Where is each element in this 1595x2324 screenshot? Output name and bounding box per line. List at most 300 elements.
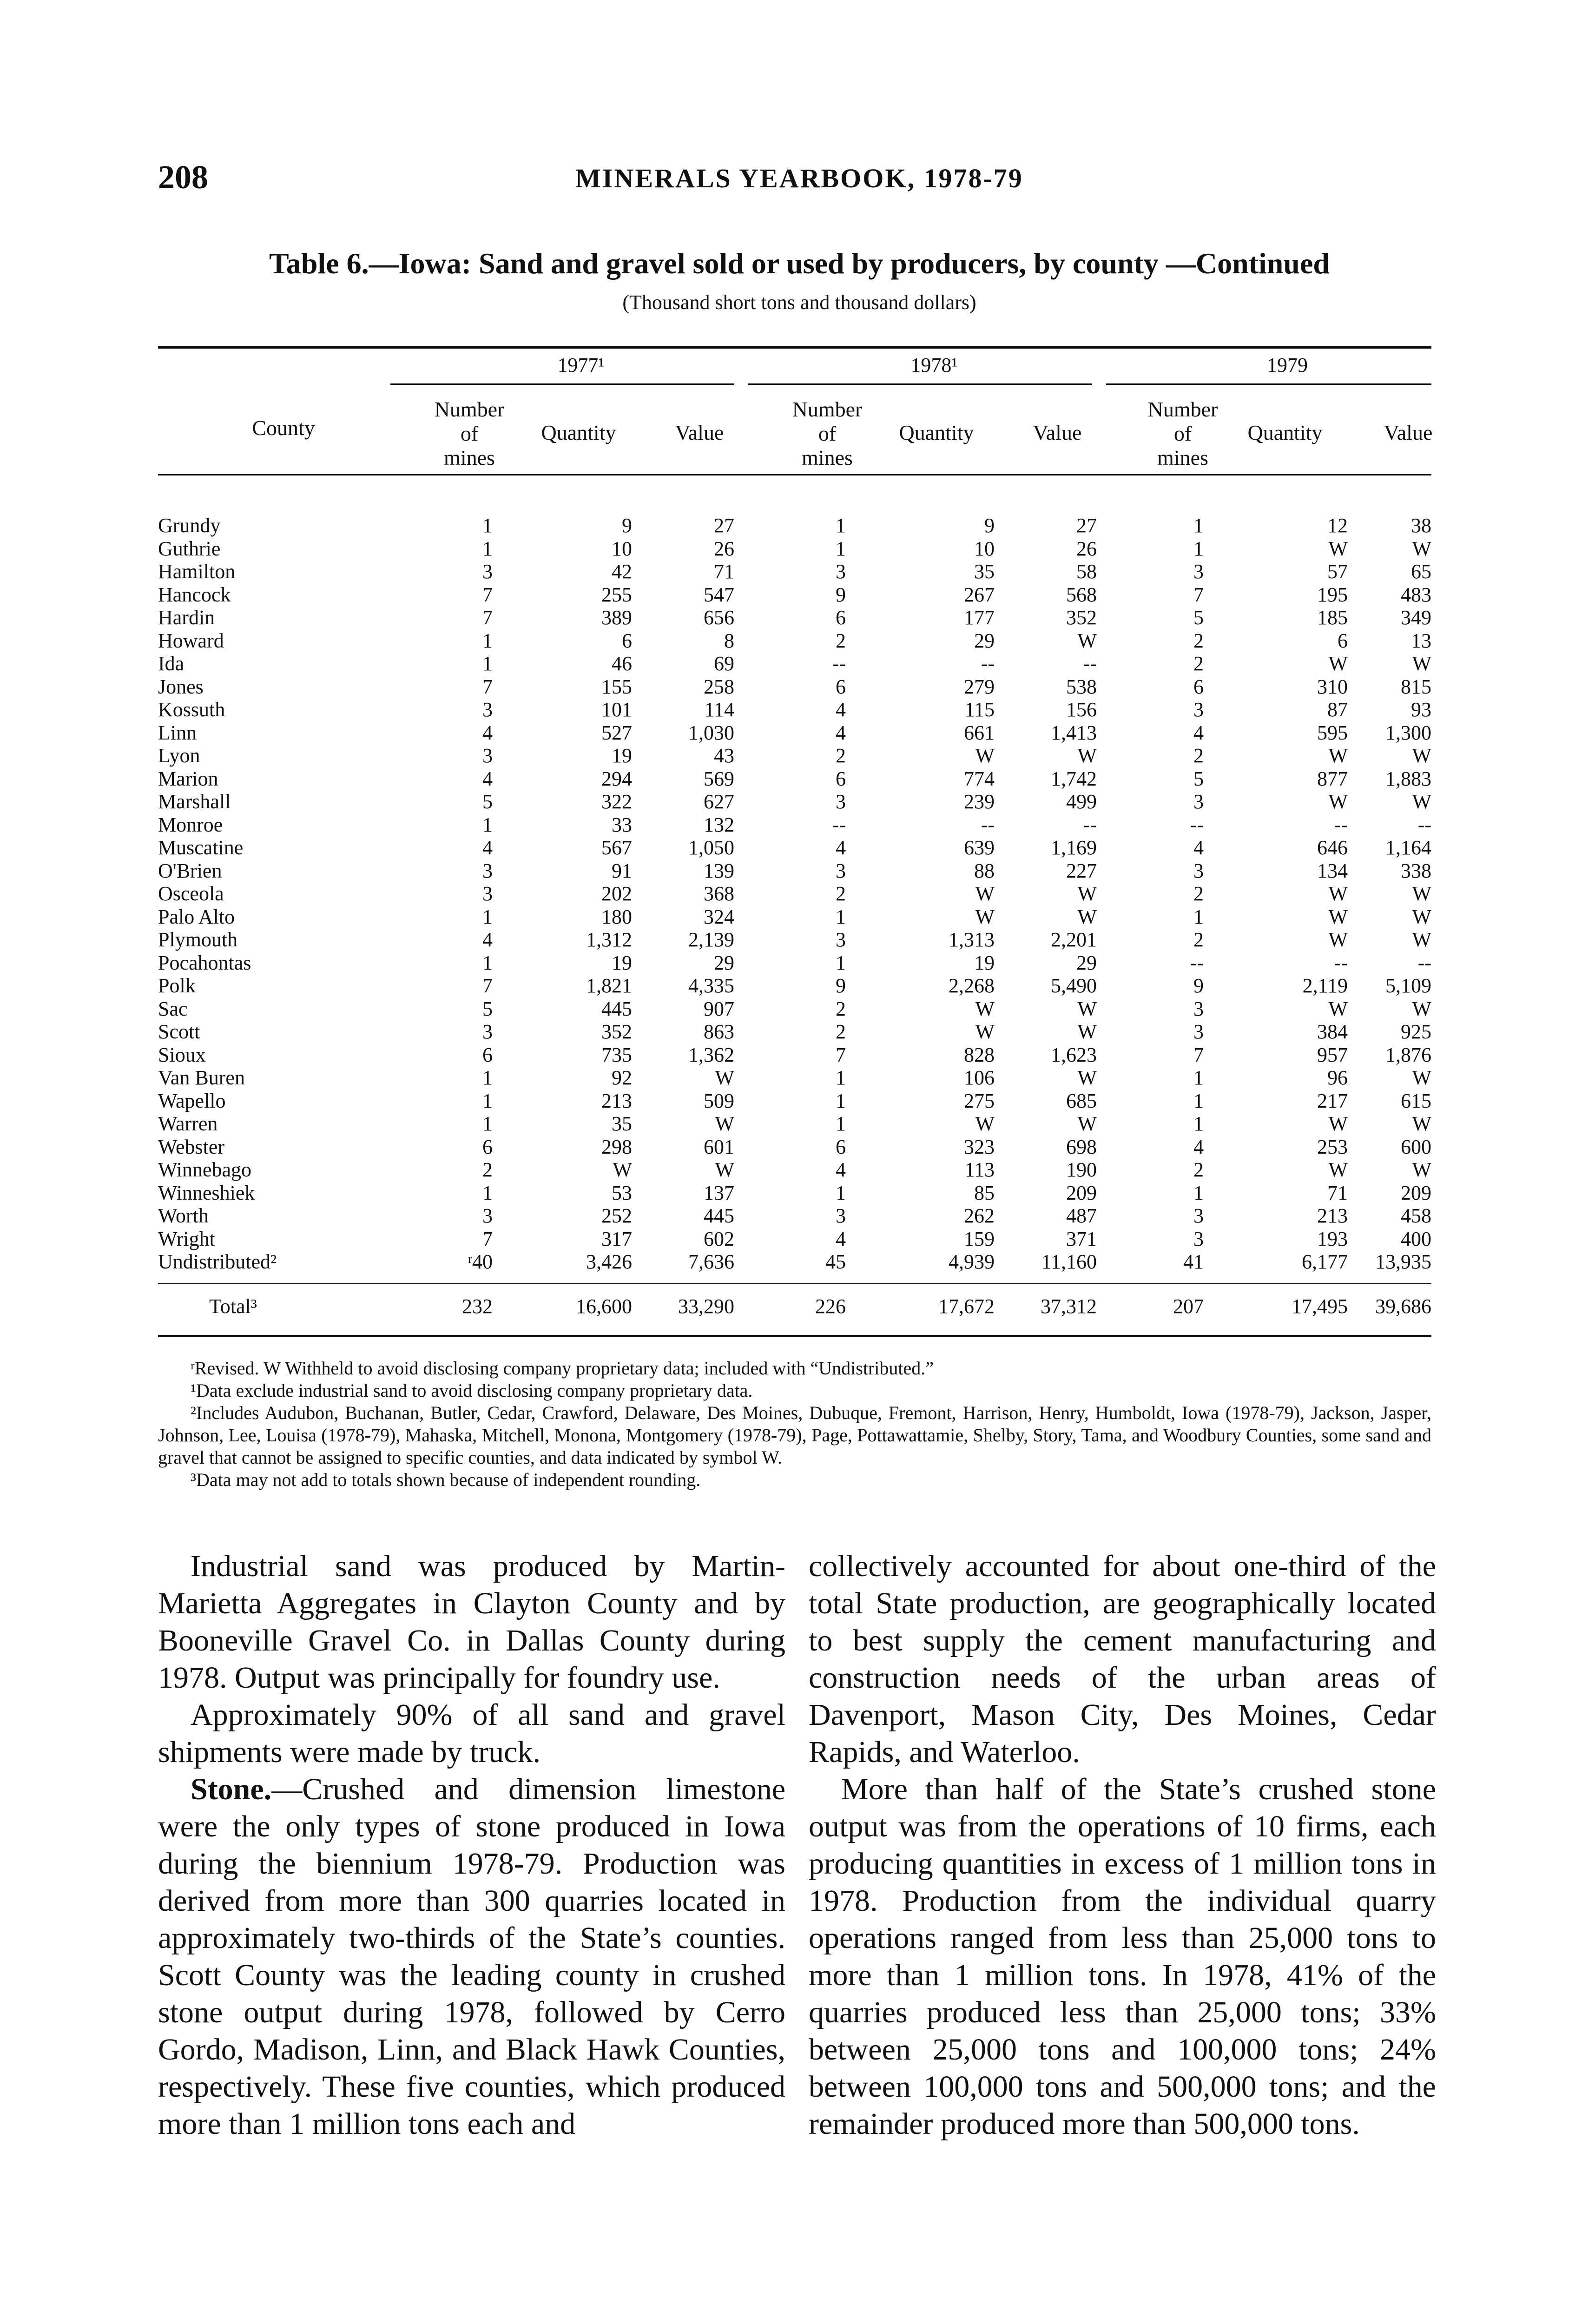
value-cell: 907 [704, 997, 734, 1020]
table-row [158, 905, 1431, 928]
mines-cell: 2 [1193, 629, 1204, 652]
value-cell: -- [1083, 813, 1097, 836]
quantity-cell: 46 [612, 652, 632, 675]
value-cell: W [1077, 997, 1097, 1020]
mines-cell: 3 [836, 790, 846, 813]
quantity-cell: 19 [612, 744, 632, 767]
value-cell: 487 [1066, 1204, 1097, 1227]
value-cell: 2,201 [1051, 928, 1097, 951]
quantity-cell: 646 [1317, 836, 1348, 859]
county-name: Linn [158, 721, 197, 744]
quantity-cell: W [1328, 997, 1348, 1020]
mines-cell: 7 [836, 1043, 846, 1066]
quantity-cell: 2,268 [949, 974, 995, 997]
footnotes [158, 1357, 1431, 1491]
county-name: Osceola [158, 882, 224, 905]
value-cell: 132 [704, 813, 734, 836]
county-name: Palo Alto [158, 905, 235, 928]
quantity-cell: 19 [974, 951, 995, 974]
quantity-cell: -- [981, 813, 995, 836]
value-cell: 863 [704, 1020, 734, 1043]
quantity-cell: 177 [964, 606, 995, 629]
mines-cell: 4 [1193, 1135, 1204, 1158]
table-row [158, 1250, 1431, 1273]
mines-cell: -- [832, 652, 846, 675]
county-name: Total³ [209, 1295, 257, 1318]
county-name: Polk [158, 974, 196, 997]
paragraph-truck-shipments: Approximately 90% of all sand and gravel shipments were made by truck. [158, 1698, 785, 1769]
value-cell: W [1077, 1020, 1097, 1043]
table-row [158, 514, 1431, 537]
value-cell: 13,935 [1375, 1250, 1431, 1273]
quantity-cell: 6,177 [1302, 1250, 1348, 1273]
mines-cell: -- [1190, 951, 1204, 974]
county-name: Grundy [158, 514, 221, 537]
value-cell: 698 [1066, 1135, 1097, 1158]
county-name: Wright [158, 1227, 215, 1250]
mines-cell: 5 [1193, 767, 1204, 790]
mines-cell: 6 [1193, 675, 1204, 698]
quantity-cell: W [1328, 790, 1348, 813]
quantity-cell: W [975, 1112, 995, 1135]
mines-cell: 1 [836, 1181, 846, 1204]
mines-cell: 3 [1193, 560, 1204, 583]
quantity-cell: 239 [964, 790, 995, 813]
table-row [158, 744, 1431, 767]
quantity-cell: 957 [1317, 1043, 1348, 1066]
mines-cell: 6 [836, 606, 846, 629]
quantity-cell: 262 [964, 1204, 995, 1227]
table-top-rule [158, 346, 1431, 349]
value-cell: 26 [714, 537, 734, 560]
value-column-header: Value [1033, 421, 1082, 444]
mines-cell: 6 [836, 675, 846, 698]
table-row [158, 537, 1431, 560]
value-cell: W [1077, 905, 1097, 928]
quantity-cell: 639 [964, 836, 995, 859]
value-cell: W [1412, 1158, 1431, 1181]
footnote-3: ³Data may not add to totals shown because of independent rounding. [191, 1469, 701, 1490]
quantity-cell: 322 [601, 790, 632, 813]
paragraph-continued: collectively accounted for about one-third of the total State production, are geographically located to best supply the cement manufacturing and construction needs of the urban areas of Davenport, Mason City, Des Moines, Cedar Rapids, and Waterloo. [809, 1549, 1436, 1769]
value-cell: 13 [1411, 629, 1431, 652]
mines-cell: -- [832, 813, 846, 836]
value-cell: 685 [1066, 1089, 1097, 1112]
quantity-cell: 877 [1317, 767, 1348, 790]
quantity-cell: W [975, 905, 995, 928]
quantity-cell: 193 [1317, 1227, 1348, 1250]
quantity-cell: 17,495 [1292, 1295, 1348, 1318]
county-name: Hancock [158, 583, 231, 606]
table-row [158, 1181, 1431, 1204]
year-rule-1977 [390, 383, 734, 385]
mines-cell: 7 [482, 583, 493, 606]
year-label-1978: 1978¹ [910, 354, 958, 376]
mines-cell: 7 [482, 675, 493, 698]
county-name: Winnebago [158, 1158, 252, 1181]
mines-cell: 1 [482, 905, 493, 928]
mines-cell: 1 [482, 1089, 493, 1112]
value-cell: 925 [1401, 1020, 1431, 1043]
county-name: O'Brien [158, 859, 222, 882]
mines-cell: 4 [836, 1158, 846, 1181]
value-cell: 5,490 [1051, 974, 1097, 997]
mines-cell: 5 [482, 997, 493, 1020]
mines-cell: 3 [1193, 859, 1204, 882]
table-row [158, 767, 1431, 790]
quantity-cell: -- [1334, 951, 1348, 974]
mines-cell: 2 [836, 997, 846, 1020]
mines-cell: 4 [482, 721, 493, 744]
value-cell: -- [1417, 813, 1431, 836]
value-cell: 1,050 [688, 836, 734, 859]
mines-cell: 7 [482, 606, 493, 629]
county-name: Ida [158, 652, 185, 675]
quantity-cell: 9 [984, 514, 995, 537]
quantity-cell: 159 [964, 1227, 995, 1250]
mines-cell: 1 [482, 1066, 493, 1089]
value-cell: 114 [704, 698, 734, 721]
mines-column-header: Number of mines [792, 397, 863, 469]
quantity-cell: 17,672 [938, 1295, 995, 1318]
table-row [158, 836, 1431, 859]
table-subtitle: (Thousand short tons and thousand dollars) [622, 291, 976, 314]
table-row [158, 1066, 1431, 1089]
mines-cell: 1 [1193, 905, 1204, 928]
value-cell: 1,300 [1385, 721, 1431, 744]
table-row [158, 997, 1431, 1020]
value-cell: 65 [1411, 560, 1431, 583]
quantity-cell: 9 [622, 514, 632, 537]
table-row [158, 1020, 1431, 1043]
quantity-cell: 294 [601, 767, 632, 790]
table-row [158, 721, 1431, 744]
quantity-cell: 1,312 [586, 928, 632, 951]
county-name: Warren [158, 1112, 218, 1135]
mines-cell: 9 [836, 974, 846, 997]
value-cell: 69 [714, 652, 734, 675]
mines-cell: 2 [1193, 1158, 1204, 1181]
table-row [158, 1227, 1431, 1250]
quantity-cell: 106 [964, 1066, 995, 1089]
quantity-cell: 4,939 [949, 1250, 995, 1273]
value-cell: 815 [1401, 675, 1431, 698]
value-cell: 615 [1401, 1089, 1431, 1112]
value-cell: 39,686 [1375, 1295, 1431, 1318]
county-name: Van Buren [158, 1066, 245, 1089]
mines-cell: 3 [836, 928, 846, 951]
table-row [158, 675, 1431, 698]
quantity-cell: 134 [1317, 859, 1348, 882]
value-cell: 43 [714, 744, 734, 767]
county-name: Sioux [158, 1043, 206, 1066]
value-cell: 1,030 [688, 721, 734, 744]
value-cell: 601 [704, 1135, 734, 1158]
mines-cell: 3 [1193, 1204, 1204, 1227]
mines-cell: 1 [836, 951, 846, 974]
quantity-cell: 71 [1327, 1181, 1348, 1204]
mines-cell: 1 [1193, 1112, 1204, 1135]
value-cell: 26 [1076, 537, 1097, 560]
value-cell: 1,876 [1385, 1043, 1431, 1066]
quantity-cell: 774 [964, 767, 995, 790]
table-row [158, 1043, 1431, 1066]
county-name: Hamilton [158, 560, 236, 583]
value-cell: -- [1417, 951, 1431, 974]
value-cell: W [1077, 629, 1097, 652]
mines-cell: 1 [482, 1181, 493, 1204]
county-name: Winneshiek [158, 1181, 255, 1204]
table-row [158, 583, 1431, 606]
stone-text: —Crushed and dimension limestone were the only types of stone produced in Iowa during the biennium 1978-79. Production was derived from more than 300 quarries located in approximately two-thirds of the State’s counties. Scott County was the leading county in crushed stone output during 1978, followed by Cerro Gordo, Madison, Linn, and Black Hawk Counties, respectively. These five counties, which produced more than 1 million tons each and [158, 1772, 785, 2141]
value-cell: 11,160 [1041, 1250, 1097, 1273]
quantity-cell: 279 [964, 675, 995, 698]
quantity-cell: 12 [1327, 514, 1348, 537]
value-cell: 600 [1401, 1135, 1431, 1158]
county-name: Guthrie [158, 537, 221, 560]
value-cell: 58 [1076, 560, 1097, 583]
county-name: Webster [158, 1135, 225, 1158]
value-cell: 71 [714, 560, 734, 583]
value-cell: 1,362 [688, 1043, 734, 1066]
quantity-cell: 310 [1317, 675, 1348, 698]
year-rule-1978 [748, 383, 1092, 385]
quantity-cell: 33 [612, 813, 632, 836]
table-row [158, 951, 1431, 974]
mines-cell: 1 [482, 514, 493, 537]
mines-cell: 1 [482, 652, 493, 675]
mines-cell: 7 [1193, 1043, 1204, 1066]
quantity-column-header: Quantity [1247, 421, 1323, 444]
value-cell: 371 [1066, 1227, 1097, 1250]
quantity-cell: 6 [622, 629, 632, 652]
value-cell: 93 [1411, 698, 1431, 721]
quantity-cell: W [975, 1020, 995, 1043]
mines-cell: 9 [836, 583, 846, 606]
quantity-cell: 185 [1317, 606, 1348, 629]
stone-heading: Stone. [191, 1772, 272, 1806]
mines-cell: 1 [836, 1066, 846, 1089]
table-row [158, 813, 1431, 836]
county-column-header: County [252, 416, 315, 440]
mines-cell: 4 [1193, 836, 1204, 859]
mines-cell: 1 [1193, 537, 1204, 560]
table-row [158, 790, 1431, 813]
quantity-cell: 29 [974, 629, 995, 652]
quantity-cell: 85 [974, 1181, 995, 1204]
table-row [158, 698, 1431, 721]
quantity-cell: W [1328, 905, 1348, 928]
value-cell: 27 [714, 514, 734, 537]
quantity-cell: 217 [1317, 1089, 1348, 1112]
value-cell: W [1412, 1066, 1431, 1089]
value-cell: 38 [1411, 514, 1431, 537]
quantity-cell: W [1328, 882, 1348, 905]
table-row [158, 1089, 1431, 1112]
mines-cell: 1 [482, 813, 493, 836]
mines-cell: 3 [482, 744, 493, 767]
quantity-cell: 275 [964, 1089, 995, 1112]
mines-cell: 226 [815, 1295, 846, 1318]
value-cell: 1,742 [1051, 767, 1097, 790]
mines-cell: -- [1190, 813, 1204, 836]
mines-cell: 3 [1193, 1227, 1204, 1250]
mines-cell: 6 [836, 1135, 846, 1158]
table-row [158, 1204, 1431, 1227]
value-cell: W [1412, 744, 1431, 767]
quantity-cell: 92 [612, 1066, 632, 1089]
quantity-cell: 91 [612, 859, 632, 882]
table-bottom-rule [158, 1335, 1431, 1337]
value-cell: 209 [1401, 1181, 1431, 1204]
value-cell: 1,883 [1385, 767, 1431, 790]
table-row [158, 859, 1431, 882]
mines-column-header: Number of mines [434, 397, 505, 469]
table-row [158, 1112, 1431, 1135]
mines-cell: 4 [482, 928, 493, 951]
quantity-cell: 317 [601, 1227, 632, 1250]
mines-cell: 1 [836, 514, 846, 537]
quantity-cell: 96 [1327, 1066, 1348, 1089]
mines-cell: 4 [836, 698, 846, 721]
mines-cell: 2 [836, 744, 846, 767]
year-label-1979: 1979 [1267, 354, 1308, 376]
value-cell: 627 [704, 790, 734, 813]
quantity-cell: W [1328, 652, 1348, 675]
value-cell: W [1412, 882, 1431, 905]
value-cell: W [1412, 928, 1431, 951]
quantity-cell: W [975, 997, 995, 1020]
value-cell: 37,312 [1041, 1295, 1097, 1318]
total-top-rule [158, 1283, 1431, 1284]
value-cell: 368 [704, 882, 734, 905]
value-cell: W [1077, 1066, 1097, 1089]
quantity-cell: W [975, 882, 995, 905]
quantity-cell: 16,600 [576, 1295, 632, 1318]
quantity-cell: 527 [601, 721, 632, 744]
mines-cell: 1 [836, 905, 846, 928]
table-row [158, 928, 1431, 951]
mines-cell: 3 [482, 859, 493, 882]
quantity-column-header: Quantity [899, 421, 974, 444]
quantity-cell: 115 [964, 698, 995, 721]
value-cell: 656 [704, 606, 734, 629]
value-cell: 139 [704, 859, 734, 882]
quantity-cell: 384 [1317, 1020, 1348, 1043]
quantity-cell: 735 [601, 1043, 632, 1066]
table-row [158, 606, 1431, 629]
county-name: Worth [158, 1204, 209, 1227]
footnote-2: ²Includes Audubon, Buchanan, Butler, Cedar, Crawford, Delaware, Des Moines, Dubuque, Fremont, Harrison, Henry, Humboldt, Iowa (1978-79), Jackson, Jasper, Johnson, Lee, Louisa (1978-79), Mahaska, Mitchell, Monona, Montgomery (1978-79), Page, Pottawattamie, Shelby, Story, Tama, and Woodbury Counties, some sand and gravel that cannot be assigned to specific counties, and data indicated by symbol W. [158, 1402, 1431, 1468]
quantity-cell: 828 [964, 1043, 995, 1066]
quantity-cell: 267 [964, 583, 995, 606]
value-cell: W [715, 1066, 734, 1089]
value-cell: 227 [1066, 859, 1097, 882]
county-name: Hardin [158, 606, 215, 629]
value-cell: 568 [1066, 583, 1097, 606]
value-cell: 29 [1076, 951, 1097, 974]
page-number: 208 [158, 158, 208, 196]
quantity-cell: 113 [964, 1158, 995, 1181]
value-cell: 258 [704, 675, 734, 698]
value-cell: 499 [1066, 790, 1097, 813]
value-column-header: Value [1384, 421, 1433, 444]
quantity-cell: 57 [1327, 560, 1348, 583]
value-cell: W [1412, 652, 1431, 675]
quantity-cell: 10 [974, 537, 995, 560]
quantity-cell: 155 [601, 675, 632, 698]
year-rule-1979 [1106, 383, 1431, 385]
paragraph-stone [158, 1771, 785, 2143]
value-cell: 352 [1066, 606, 1097, 629]
quantity-cell: 35 [612, 1112, 632, 1135]
paragraph-crushed-stone: More than half of the State’s crushed stone output was from the operations of 10 firms, each producing quantities in excess of 1 million tons in 1978. Production from the individual quarry operations ranged from less than 25,000 tons to more than 1 million tons. In 1978, 41% of the quarries produced less than 25,000 tons; 33% between 25,000 tons and 100,000 tons; 24% between 100,000 tons and 500,000 tons; and the remainder produced more than 500,000 tons. [809, 1772, 1436, 2141]
table-row [158, 1158, 1431, 1181]
county-name: Muscatine [158, 836, 244, 859]
value-cell: 1,413 [1051, 721, 1097, 744]
value-cell: 1,169 [1051, 836, 1097, 859]
mines-cell: 2 [1193, 744, 1204, 767]
mines-cell: 3 [836, 859, 846, 882]
quantity-cell: 298 [601, 1135, 632, 1158]
mines-cell: 5 [1193, 606, 1204, 629]
mines-cell: 3 [482, 560, 493, 583]
county-name: Plymouth [158, 928, 238, 951]
mines-cell: 2 [1193, 652, 1204, 675]
quantity-column-header: Quantity [541, 421, 616, 444]
value-cell: 4,335 [688, 974, 734, 997]
mines-cell: 3 [1193, 997, 1204, 1020]
value-cell: 538 [1066, 675, 1097, 698]
county-name: Pocahontas [158, 951, 251, 974]
mines-cell: 2 [1193, 928, 1204, 951]
county-name: Lyon [158, 744, 200, 767]
value-cell: 8 [724, 629, 734, 652]
value-cell: 2,139 [688, 928, 734, 951]
mines-cell: 1 [482, 537, 493, 560]
quantity-cell: W [1328, 537, 1348, 560]
mines-cell: 3 [836, 560, 846, 583]
value-cell: 324 [704, 905, 734, 928]
quantity-cell: -- [1334, 813, 1348, 836]
quantity-cell: 352 [601, 1020, 632, 1043]
footnote-1: ¹Data exclude industrial sand to avoid disclosing company proprietary data. [191, 1380, 753, 1401]
value-cell: 137 [704, 1181, 734, 1204]
mines-cell: 1 [482, 629, 493, 652]
mines-cell: 3 [1193, 698, 1204, 721]
county-name: Marion [158, 767, 218, 790]
value-cell: 349 [1401, 606, 1431, 629]
quantity-cell: 35 [974, 560, 995, 583]
quantity-cell: 252 [601, 1204, 632, 1227]
value-cell: -- [1083, 652, 1097, 675]
quantity-cell: W [1328, 744, 1348, 767]
value-cell: 27 [1076, 514, 1097, 537]
mines-cell: 3 [1193, 1020, 1204, 1043]
mines-cell: 5 [482, 790, 493, 813]
total-row [158, 1294, 1431, 1318]
county-name: Scott [158, 1020, 200, 1043]
mines-cell: 7 [482, 1227, 493, 1250]
year-label-1977: 1977¹ [557, 354, 605, 376]
quantity-cell: 661 [964, 721, 995, 744]
quantity-cell: 10 [612, 537, 632, 560]
value-cell: W [1077, 744, 1097, 767]
quantity-cell: 53 [612, 1181, 632, 1204]
county-name: Sac [158, 997, 188, 1020]
mines-cell: 6 [836, 767, 846, 790]
mines-cell: 6 [482, 1043, 493, 1066]
